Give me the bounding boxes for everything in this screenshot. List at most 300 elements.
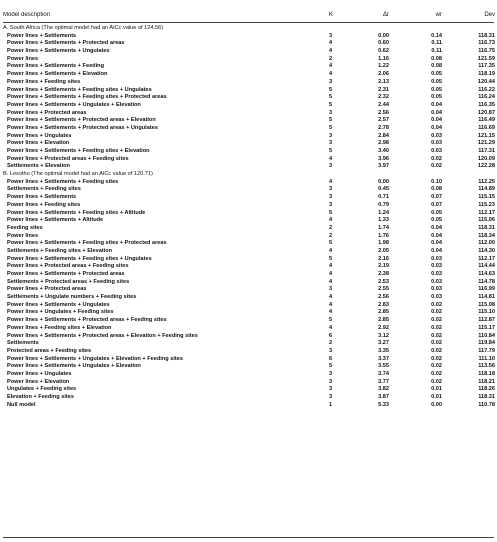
- model-description-cell: Power lines + Protected areas: [7, 286, 87, 293]
- w-r-cell: 0.05: [431, 78, 442, 85]
- k-cell: 4: [329, 301, 333, 308]
- delta-r-cell: 2.84: [378, 132, 389, 139]
- dev-cell: 114.44: [478, 263, 495, 270]
- delta-r-cell: 0.71: [378, 194, 389, 201]
- dev-cell: 112.25: [478, 178, 495, 185]
- table-row: [3, 256, 494, 264]
- w-r-cell: 0.02: [431, 363, 442, 370]
- model-description-cell: Power lines + Settlements + Feeding sites + Elevation: [7, 148, 150, 154]
- delta-r-cell: 2.32: [378, 94, 389, 101]
- delta-r-cell: 0.45: [378, 186, 389, 193]
- model-description-cell: Power lines + Settlements + Ungulates + Elevation: [7, 101, 141, 108]
- delta-r-cell: 2.13: [378, 78, 389, 85]
- w-r-cell: 0.03: [431, 255, 442, 262]
- model-description-cell: Elevation + Feeding sites: [7, 394, 74, 400]
- dev-cell: 110.78: [478, 401, 495, 408]
- delta-r-cell: 3.40: [378, 148, 389, 154]
- delta-r-cell: 3.77: [378, 378, 389, 385]
- k-cell: 4: [329, 48, 333, 55]
- dev-cell: 118.21: [478, 378, 495, 385]
- dev-cell: 115.08: [478, 301, 495, 308]
- table-row: [3, 102, 494, 110]
- delta-r-cell: 2.83: [378, 301, 389, 308]
- table-row: [3, 356, 494, 364]
- table-row: [3, 371, 494, 379]
- table-row: [3, 87, 494, 95]
- delta-r-cell: 2.55: [378, 286, 389, 293]
- table-row: [3, 317, 494, 325]
- table-row: [3, 348, 494, 356]
- table-row: [3, 302, 494, 310]
- model-description-cell: Power lines + Settlements: [7, 194, 77, 201]
- model-description-cell: Power lines + Settlements + Feeding sites + Protected areas: [7, 240, 167, 247]
- header-w-r: wr: [435, 12, 442, 18]
- delta-r-cell: 3.87: [378, 394, 389, 400]
- k-cell: 4: [329, 309, 333, 316]
- dev-cell: 115.23: [478, 201, 495, 208]
- w-r-cell: 0.02: [431, 309, 442, 316]
- w-r-cell: 0.02: [431, 301, 442, 308]
- w-r-cell: 0.02: [431, 370, 442, 377]
- delta-r-cell: 5.33: [378, 401, 389, 408]
- model-description-cell: Power lines + Settlements + Feeding sites + Protected areas: [7, 94, 167, 101]
- delta-r-cell: 3.96: [378, 155, 389, 162]
- dev-cell: 118.26: [478, 386, 495, 393]
- w-r-cell: 0.02: [431, 340, 442, 347]
- model-description-cell: Power lines + Protected areas: [7, 109, 87, 116]
- table-row: [3, 309, 494, 317]
- table-row: [3, 140, 494, 148]
- model-description-cell: Power lines + Elevation: [7, 378, 70, 385]
- model-description-cell: Settlements + Ungulate numbers + Feeding sites: [7, 294, 137, 301]
- k-cell: 3: [329, 378, 333, 385]
- dev-cell: 114.78: [478, 278, 495, 285]
- table-row: [3, 63, 494, 71]
- model-description-cell: Power lines + Settlements + Feeding: [7, 63, 104, 70]
- w-r-cell: 0.05: [431, 94, 442, 101]
- dev-cell: 118.31: [478, 32, 495, 39]
- model-description-cell: Power lines + Feeding sites: [7, 78, 81, 85]
- dev-cell: 120.44: [477, 78, 495, 85]
- table-row: [3, 240, 494, 248]
- dev-cell: 117.79: [478, 347, 495, 354]
- table-row: [3, 56, 494, 64]
- k-cell: 2: [329, 340, 333, 347]
- w-r-cell: 0.03: [431, 132, 442, 139]
- dev-cell: 118.18: [478, 370, 495, 377]
- dev-cell: 118.19: [478, 71, 495, 78]
- delta-r-cell: 0.60: [378, 40, 389, 47]
- table-row: [3, 379, 494, 387]
- k-cell: 4: [329, 71, 333, 78]
- delta-r-cell: 1.98: [378, 240, 389, 247]
- delta-r-cell: 0.62: [378, 48, 389, 55]
- delta-r-cell: 3.35: [378, 347, 389, 354]
- model-description-cell: Null model: [7, 401, 36, 408]
- k-cell: 3: [329, 201, 333, 208]
- model-description-cell: Settlements: [7, 340, 39, 347]
- dev-cell: 116.69: [478, 124, 495, 131]
- table-row: [3, 210, 494, 218]
- model-description-cell: Power lines + Settlements + Ungulates + Elevation: [7, 363, 141, 370]
- w-r-cell: 0.01: [431, 394, 442, 400]
- w-r-cell: 0.03: [431, 148, 442, 154]
- dev-cell: 112.17: [478, 255, 495, 262]
- w-r-cell: 0.02: [431, 163, 442, 170]
- model-description-cell: Power lines + Settlements + Feeding sites + Altitude: [7, 209, 146, 216]
- table-row: [3, 163, 494, 171]
- w-r-cell: 0.02: [431, 378, 442, 385]
- k-cell: 5: [329, 317, 333, 324]
- table-row: [3, 40, 494, 48]
- model-description-cell: Power lines + Feeding sites + Elevation: [7, 324, 112, 331]
- delta-r-cell: 3.82: [378, 386, 389, 393]
- w-r-cell: 0.04: [431, 109, 442, 116]
- w-r-cell: 0.03: [431, 263, 442, 270]
- model-description-cell: Power lines + Ungulates: [7, 132, 72, 139]
- w-r-cell: 0.14: [431, 32, 442, 39]
- dev-cell: 115.15: [478, 194, 495, 201]
- table-row: [3, 363, 494, 371]
- model-description-cell: Settlements + Protected areas + Feeding sites: [7, 278, 130, 285]
- delta-r-cell: 1.76: [378, 232, 389, 239]
- k-cell: 5: [329, 101, 333, 108]
- delta-r-cell: 1.74: [378, 224, 389, 231]
- dev-cell: 113.56: [478, 363, 495, 370]
- model-description-cell: Power lines: [7, 232, 39, 239]
- k-cell: 5: [329, 94, 333, 101]
- w-r-cell: 0.08: [431, 55, 442, 62]
- model-description-cell: Power lines + Settlements + Protected areas: [7, 271, 125, 277]
- w-r-cell: 0.04: [431, 117, 442, 124]
- delta-r-cell: 2.85: [378, 317, 389, 324]
- k-cell: 2: [329, 224, 333, 231]
- table-row: [3, 117, 494, 125]
- section-title: [3, 25, 494, 33]
- dev-cell: 118.31: [478, 224, 495, 231]
- w-r-cell: 0.04: [431, 224, 442, 231]
- w-r-cell: 0.02: [431, 347, 442, 354]
- table-row: [3, 33, 494, 41]
- header-model-description: Model description: [3, 12, 51, 18]
- k-cell: 3: [329, 394, 333, 400]
- model-description-cell: Power lines + Settlements + Protected areas: [7, 40, 125, 47]
- dev-cell: 115.17: [478, 324, 495, 331]
- model-description-cell: Settlements + Elevation: [7, 163, 70, 170]
- delta-r-cell: 3.37: [378, 355, 389, 362]
- k-cell: 3: [329, 347, 333, 354]
- dev-cell: 111.10: [478, 355, 495, 362]
- model-description-cell: Power lines + Settlements + Altitude: [7, 217, 104, 224]
- dev-cell: 121.59: [477, 55, 495, 62]
- k-cell: 6: [329, 332, 333, 339]
- dev-cell: 120.87: [477, 109, 495, 116]
- w-r-cell: 0.05: [431, 209, 442, 216]
- delta-r-cell: 2.56: [378, 109, 389, 116]
- dev-cell: 114.30: [478, 247, 495, 254]
- table-row: [3, 179, 494, 187]
- table-row: [3, 48, 494, 56]
- delta-r-cell: 2.56: [378, 294, 389, 301]
- w-r-cell: 0.03: [431, 294, 442, 301]
- dev-cell: 116.99: [478, 286, 495, 293]
- k-cell: 5: [329, 124, 333, 131]
- model-description-cell: Power lines + Settlements + Protected areas + Ungulates: [7, 124, 158, 131]
- dev-cell: 116.73: [478, 40, 495, 47]
- delta-r-cell: 0.79: [378, 201, 389, 208]
- delta-r-cell: 3.97: [378, 163, 389, 170]
- delta-r-cell: 2.16: [378, 255, 389, 262]
- delta-r-cell: 2.38: [378, 271, 389, 277]
- k-cell: 3: [329, 132, 333, 139]
- table-row: [3, 194, 494, 202]
- table-row: [3, 233, 494, 241]
- model-description-cell: Power lines + Feeding sites: [7, 201, 81, 208]
- model-description-cell: Power lines + Settlements: [7, 32, 77, 39]
- model-description-cell: Power lines + Settlements + Protected areas + Feeding sites: [7, 317, 167, 324]
- dev-cell: 121.29: [477, 140, 495, 147]
- delta-r-cell: 2.06: [378, 71, 389, 78]
- w-r-cell: 0.02: [431, 317, 442, 324]
- table-row: [3, 248, 494, 256]
- table-row: [3, 71, 494, 79]
- dev-cell: 116.24: [478, 94, 495, 101]
- model-description-cell: Protected areas + Feeding sites: [7, 347, 92, 354]
- k-cell: 4: [329, 63, 333, 70]
- table-bottom-rule: [3, 537, 494, 538]
- table-row: [3, 294, 494, 302]
- table-row: [3, 156, 494, 164]
- dev-cell: 115.06: [478, 217, 495, 224]
- k-cell: 5: [329, 148, 333, 154]
- dev-cell: 116.49: [478, 117, 495, 124]
- model-description-cell: Power lines + Settlements + Elevation: [7, 71, 108, 78]
- dev-cell: 116.75: [478, 48, 495, 55]
- model-description-cell: Power lines + Settlements + Protected areas + Elevation + Feeding sites: [7, 332, 198, 339]
- dev-cell: 122.28: [477, 163, 495, 170]
- model-description-cell: Ungulates + Feeding sites: [7, 386, 77, 393]
- w-r-cell: 0.02: [431, 355, 442, 362]
- delta-r-cell: 2.85: [378, 309, 389, 316]
- k-cell: 5: [329, 255, 333, 262]
- table-row: [3, 133, 494, 141]
- w-r-cell: 0.03: [431, 286, 442, 293]
- delta-r-cell: 3.27: [378, 340, 389, 347]
- k-cell: 5: [329, 240, 333, 247]
- table-row: [3, 217, 494, 225]
- k-cell: 3: [329, 186, 333, 193]
- w-r-cell: 0.02: [431, 155, 442, 162]
- table-row: [3, 286, 494, 294]
- w-r-cell: 0.03: [431, 271, 442, 277]
- k-cell: 5: [329, 363, 333, 370]
- dev-cell: 116.22: [478, 86, 495, 93]
- w-r-cell: 0.04: [431, 240, 442, 247]
- dev-cell: 121.15: [477, 132, 495, 139]
- w-r-cell: 0.07: [431, 194, 442, 201]
- table-row: [3, 79, 494, 87]
- k-cell: 4: [329, 247, 333, 254]
- model-description-cell: Power lines + Settlements + Feeding sites: [7, 178, 119, 185]
- dev-cell: 112.87: [478, 317, 495, 324]
- model-description-cell: Power lines + Settlements + Ungulates: [7, 301, 110, 308]
- table-row: [3, 340, 494, 348]
- w-r-cell: 0.01: [431, 386, 442, 393]
- w-r-cell: 0.00: [431, 401, 442, 408]
- w-r-cell: 0.05: [431, 71, 442, 78]
- model-description-cell: Settlements + Feeding sites + Elevation: [7, 247, 113, 254]
- dev-cell: 117.31: [478, 148, 495, 154]
- w-r-cell: 0.05: [431, 86, 442, 93]
- table-row: [3, 402, 494, 410]
- k-cell: 3: [329, 140, 333, 147]
- k-cell: 3: [329, 32, 333, 39]
- model-description-cell: Power lines + Settlements + Feeding sites + Ungulates: [7, 255, 152, 262]
- k-cell: 3: [329, 194, 333, 201]
- table-row: [3, 225, 494, 233]
- w-r-cell: 0.02: [431, 324, 442, 331]
- dev-cell: 114.81: [478, 294, 495, 301]
- header-dev: Dev: [484, 12, 495, 18]
- k-cell: 4: [329, 271, 333, 277]
- w-r-cell: 0.11: [431, 48, 442, 55]
- delta-r-cell: 3.74: [378, 370, 389, 377]
- table-body: [3, 25, 494, 409]
- table-row: [3, 263, 494, 271]
- model-description-cell: Power lines + Ungulates + Feeding sites: [7, 309, 114, 316]
- delta-r-cell: 0.00: [378, 32, 389, 39]
- model-description-cell: Power lines + Protected areas + Feeding sites: [7, 155, 129, 162]
- dev-cell: 114.89: [478, 186, 495, 193]
- delta-r-cell: 2.31: [378, 86, 389, 93]
- dev-cell: 118.31: [478, 394, 495, 400]
- w-r-cell: 0.10: [431, 178, 442, 185]
- header-k: K: [329, 12, 334, 18]
- k-cell: 3: [329, 78, 333, 85]
- k-cell: 5: [329, 86, 333, 93]
- model-description-cell: Power lines + Settlements + Ungulates + Elevation + Feeding sites: [7, 355, 183, 362]
- delta-r-cell: 2.05: [378, 247, 389, 254]
- delta-r-cell: 3.55: [378, 363, 389, 370]
- section-title-text: A. South Africa (The optimal model had an AICc value of 124.56): [3, 25, 164, 31]
- delta-r-cell: 2.53: [378, 278, 389, 285]
- model-description-cell: Power lines + Elevation: [7, 140, 70, 147]
- w-r-cell: 0.08: [431, 63, 442, 70]
- w-r-cell: 0.07: [431, 201, 442, 208]
- k-cell: 3: [329, 163, 333, 170]
- table-row: [3, 279, 494, 287]
- dev-cell: 117.35: [478, 63, 495, 70]
- dev-cell: 118.34: [478, 232, 495, 239]
- delta-r-cell: 2.57: [378, 117, 389, 124]
- k-cell: 4: [329, 178, 333, 185]
- w-r-cell: 0.04: [431, 124, 442, 131]
- k-cell: 4: [329, 278, 333, 285]
- section-title: [3, 171, 494, 179]
- table-row: [3, 394, 494, 402]
- table-header: [3, 10, 494, 23]
- delta-r-cell: 1.22: [378, 63, 389, 70]
- k-cell: 3: [329, 109, 333, 116]
- w-r-cell: 0.04: [431, 101, 442, 108]
- section-title-text: B. Lesotho (The optimal model had an AICc value of 120.71): [3, 171, 153, 178]
- model-description-cell: Power lines + Ungulates: [7, 370, 72, 377]
- delta-r-cell: 3.12: [378, 332, 389, 339]
- dev-cell: 112.00: [478, 240, 495, 247]
- k-cell: 4: [329, 324, 333, 331]
- table-row: [3, 271, 494, 279]
- k-cell: 1: [329, 401, 333, 408]
- delta-r-cell: 0.00: [378, 178, 389, 185]
- dev-cell: 112.17: [478, 209, 495, 216]
- k-cell: 2: [329, 55, 333, 62]
- k-cell: 2: [329, 232, 333, 239]
- table-row: [3, 125, 494, 133]
- dev-cell: 115.10: [478, 309, 495, 316]
- k-cell: 4: [329, 40, 333, 47]
- table-row: [3, 202, 494, 210]
- k-cell: 4: [329, 294, 333, 301]
- w-r-cell: 0.05: [431, 217, 442, 224]
- table-row: [3, 186, 494, 194]
- model-description-cell: Power lines + Protected areas + Feeding sites: [7, 263, 129, 270]
- delta-r-cell: 2.19: [378, 263, 389, 270]
- delta-r-cell: 2.78: [378, 124, 389, 131]
- delta-r-cell: 1.16: [378, 55, 389, 62]
- w-r-cell: 0.02: [431, 332, 442, 339]
- table-row: [3, 325, 494, 333]
- model-description-cell: Power lines: [7, 55, 39, 62]
- model-description-cell: Feeding sites: [7, 224, 43, 231]
- delta-r-cell: 1.33: [378, 217, 389, 224]
- k-cell: 3: [329, 386, 333, 393]
- dev-cell: 114.63: [478, 271, 495, 277]
- w-r-cell: 0.04: [431, 232, 442, 239]
- k-cell: 3: [329, 286, 333, 293]
- table-row: [3, 148, 494, 156]
- w-r-cell: 0.04: [431, 247, 442, 254]
- w-r-cell: 0.11: [431, 40, 442, 47]
- delta-r-cell: 2.44: [378, 101, 389, 108]
- dev-cell: 119.84: [478, 340, 495, 347]
- k-cell: 5: [329, 209, 333, 216]
- model-description-cell: Settlements + Feeding sites: [7, 186, 81, 193]
- table-row: [3, 94, 494, 102]
- table-row: [3, 333, 494, 341]
- k-cell: 4: [329, 217, 333, 224]
- k-cell: 3: [329, 370, 333, 377]
- k-cell: 4: [329, 155, 333, 162]
- delta-r-cell: 2.92: [378, 324, 389, 331]
- k-cell: 5: [329, 117, 333, 124]
- dev-cell: 110.84: [478, 332, 495, 339]
- header-delta-r: Δr: [382, 12, 389, 18]
- model-description-cell: Power lines + Settlements + Feeding sites + Ungulates: [7, 86, 152, 93]
- table-row: [3, 386, 494, 394]
- delta-r-cell: 2.98: [378, 140, 389, 147]
- w-r-cell: 0.03: [431, 278, 442, 285]
- dev-cell: 120.09: [477, 155, 495, 162]
- w-r-cell: 0.03: [431, 140, 442, 147]
- model-description-cell: Power lines + Settlements + Protected areas + Elevation: [7, 117, 156, 124]
- delta-r-cell: 1.24: [378, 209, 389, 216]
- k-cell: 4: [329, 263, 333, 270]
- dev-cell: 116.35: [478, 101, 495, 108]
- table-row: [3, 110, 494, 118]
- model-description-cell: Power lines + Settlements + Ungulates: [7, 48, 110, 55]
- w-r-cell: 0.08: [431, 186, 442, 193]
- k-cell: 6: [329, 355, 333, 362]
